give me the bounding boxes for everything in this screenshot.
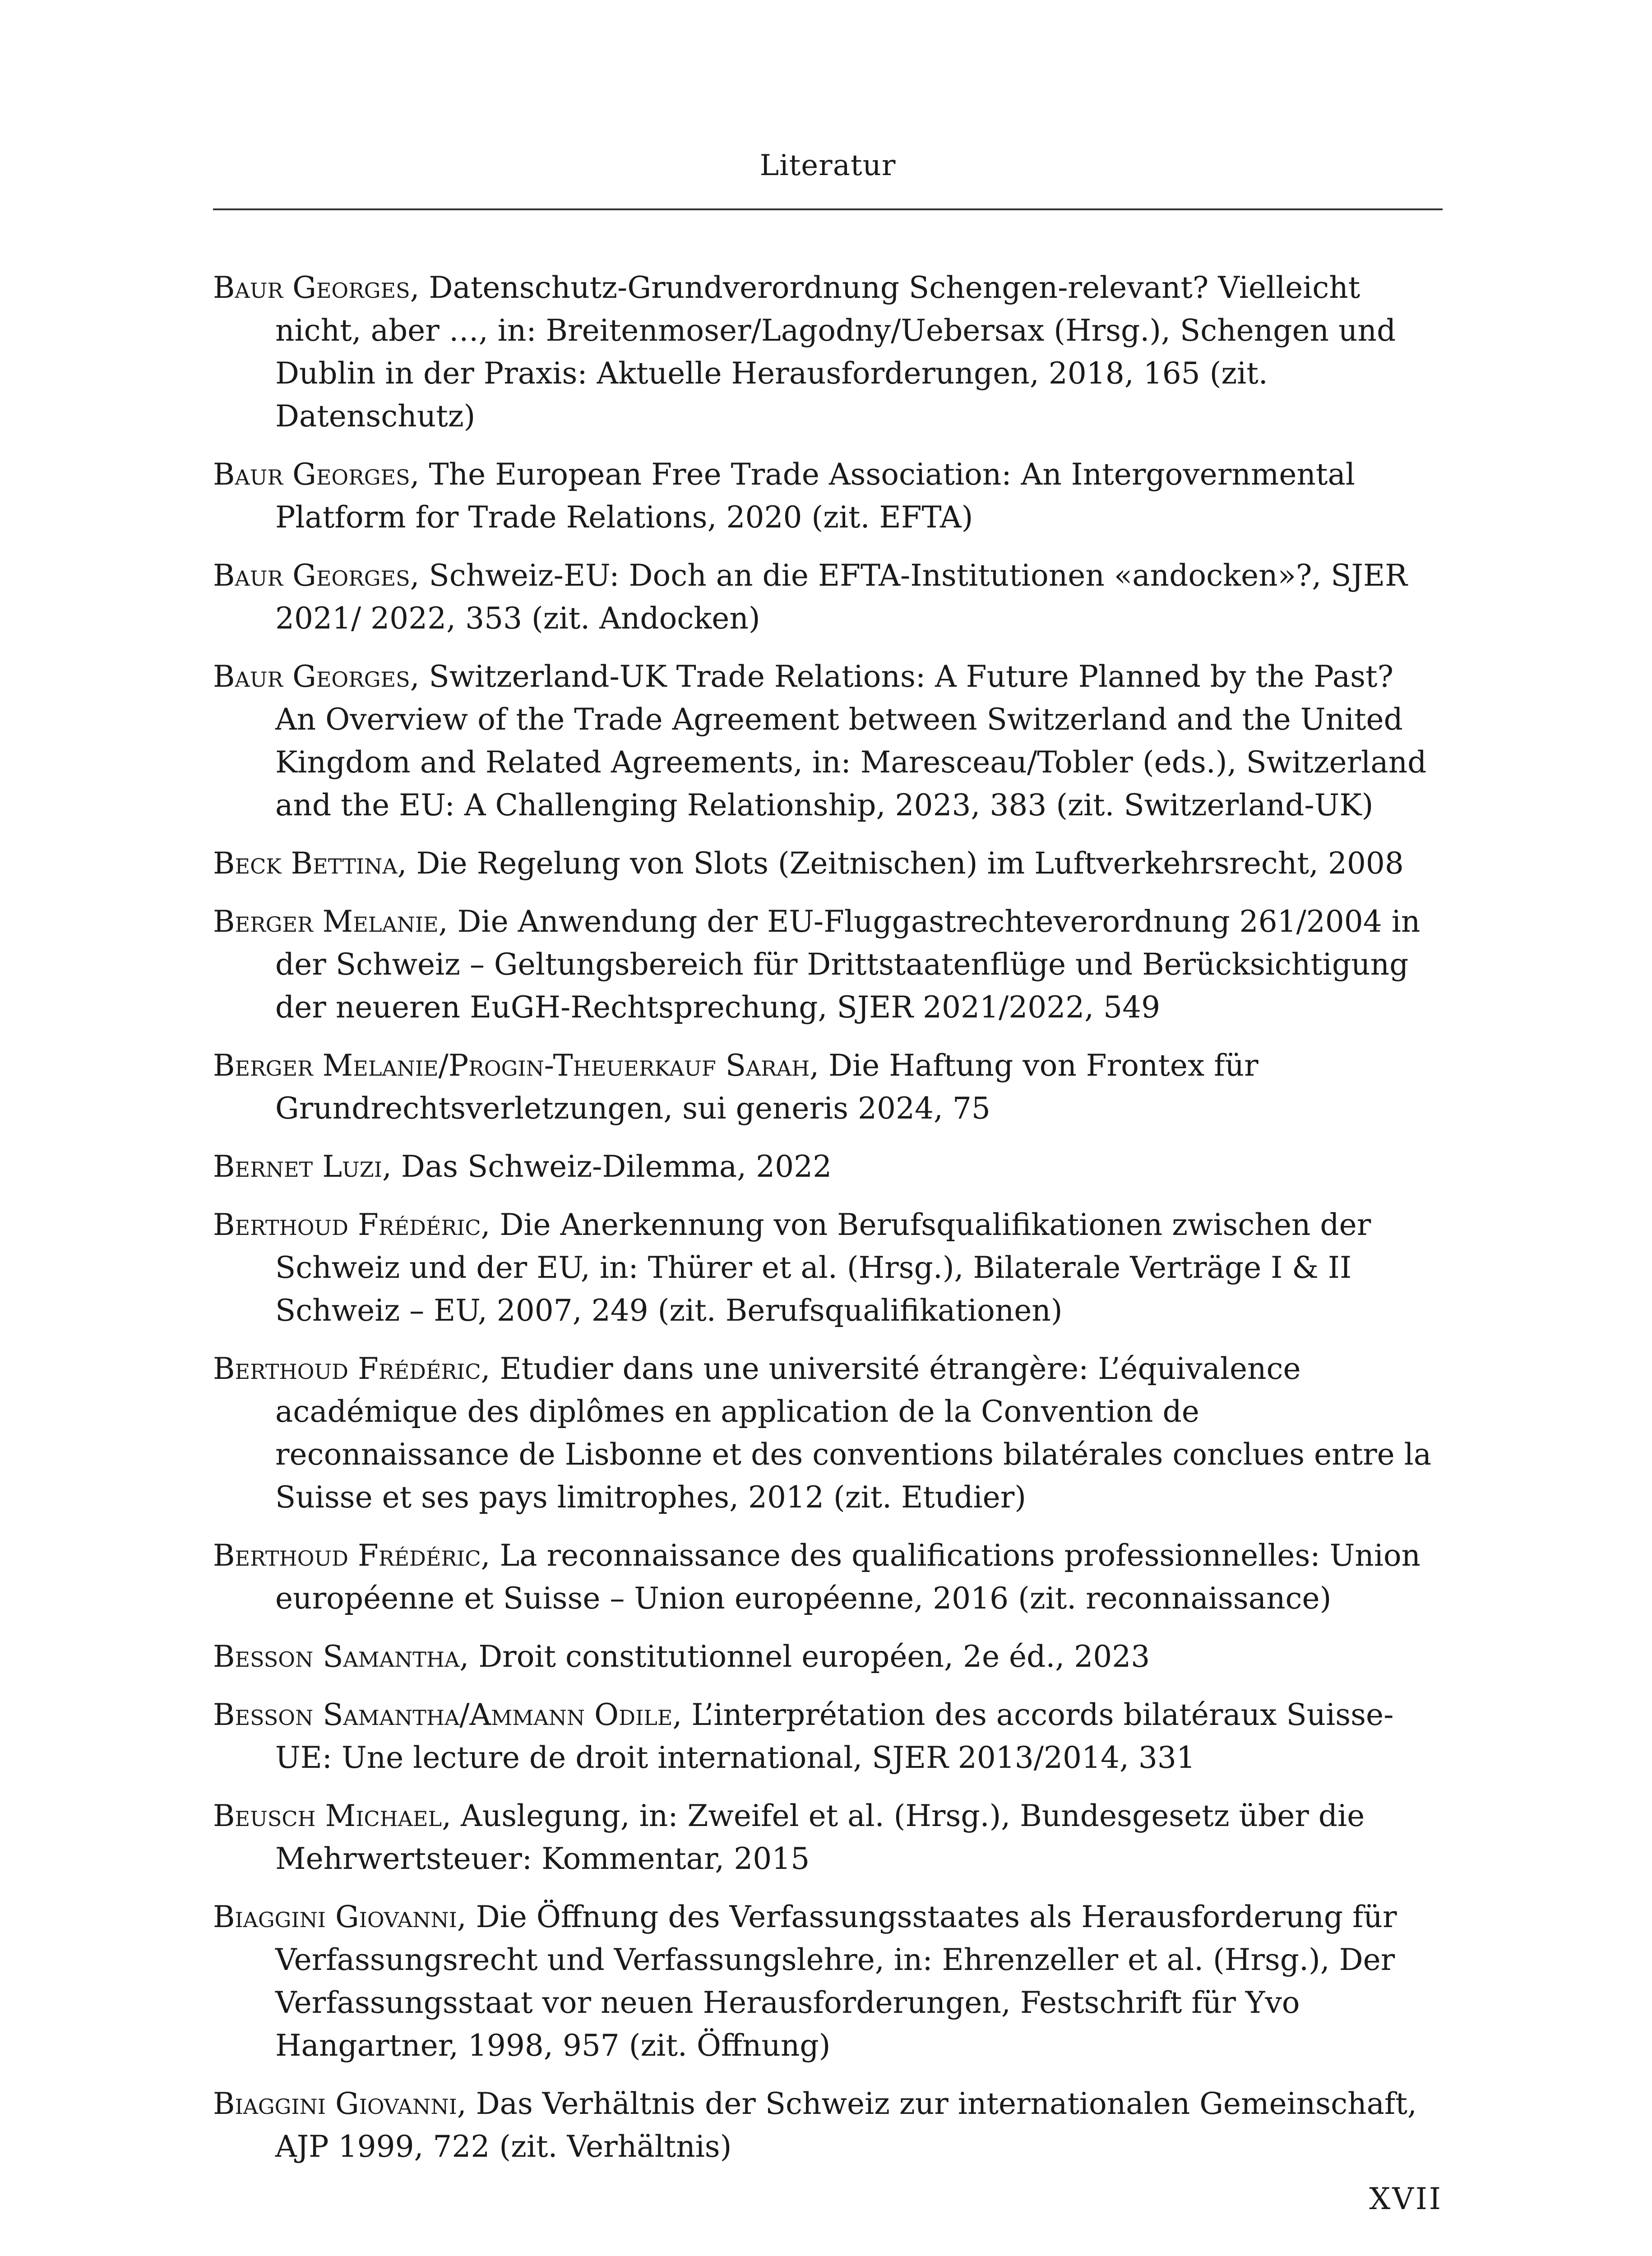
entry-author: Bernet Luzi bbox=[213, 1149, 382, 1184]
entry-author: Besson Samantha bbox=[213, 1639, 460, 1674]
entry-author: Besson Samantha/Ammann Odile bbox=[213, 1697, 673, 1732]
entry-author: Baur Georges bbox=[213, 659, 410, 694]
bibliography-entry bbox=[213, 1895, 1443, 2067]
entry-text: , Das Schweiz-Dilemma, 2022 bbox=[382, 1149, 832, 1184]
bibliography-entry bbox=[213, 655, 1443, 827]
bibliography-entry bbox=[213, 2082, 1443, 2168]
bibliography-entry bbox=[213, 1635, 1443, 1678]
bibliography-entry bbox=[213, 1347, 1443, 1519]
header-rule bbox=[213, 208, 1443, 210]
entry-author: Baur Georges bbox=[213, 558, 410, 593]
entry-author: Berger Melanie/Progin-Theuerkauf Sarah bbox=[213, 1048, 810, 1083]
entry-author: Biaggini Giovanni bbox=[213, 1900, 457, 1934]
entry-author: Baur Georges bbox=[213, 457, 410, 492]
entry-author: Berthoud Frédéric bbox=[213, 1538, 481, 1573]
entry-text: , Die Regelung von Slots (Zeitnischen) im Luftverkehrsrecht, 2008 bbox=[397, 846, 1404, 881]
bibliography-entry bbox=[213, 1145, 1443, 1188]
bibliography-entry bbox=[213, 1044, 1443, 1130]
entry-author: Baur Georges bbox=[213, 270, 410, 305]
entry-author: Biaggini Giovanni bbox=[213, 2086, 457, 2121]
bibliography-list bbox=[213, 266, 1443, 2183]
bibliography-entry bbox=[213, 1203, 1443, 1332]
entry-author: Beck Bettina bbox=[213, 846, 398, 881]
entry-text: , Droit constitutionnel européen, 2e éd., 2023 bbox=[459, 1639, 1150, 1674]
bibliography-entry bbox=[213, 554, 1443, 640]
entry-text: , Die Öffnung des Verfassungsstaates als Herausforderung für Verfassungsrecht und Verfassungslehre, in: Ehrenzeller et al. (Hrsg.), Der Verfassungsstaat vor neuen Herausforderungen, Festschrift für Yvo Hangartner, 1998, 957 (zit. Öffnung) bbox=[275, 1900, 1397, 2063]
running-head: Literatur bbox=[759, 149, 896, 182]
bibliography-entry bbox=[213, 1693, 1443, 1779]
bibliography-entry bbox=[213, 453, 1443, 539]
bibliography-entry bbox=[213, 1534, 1443, 1620]
entry-text: , Etudier dans une université étrangère: L’équivalence académique des diplômes en application de la Convention de reconnaissance de Lisbonne et des conventions bilatérales conclues entre la Suisse et ses pays limitrophes, 2012 (zit. Etudier) bbox=[275, 1351, 1432, 1515]
bibliography-entry bbox=[213, 842, 1443, 885]
entry-text: , The European Free Trade Association: An Intergovernmental Platform for Trade Relations, 2020 (zit. EFTA) bbox=[275, 457, 1355, 535]
entry-text: , Die Anwendung der EU-Fluggastrechteverordnung 261/2004 in der Schweiz – Geltungsbereich für Drittstaatenflüge und Berücksichtigung der neueren EuGH-Rechtsprechung, SJER 2021/2022, 549 bbox=[275, 904, 1421, 1025]
entry-text: , Die Haftung von Frontex für Grundrechtsverletzungen, sui generis 2024, 75 bbox=[275, 1048, 1259, 1126]
bibliography-entry bbox=[213, 1794, 1443, 1880]
page-number: XVII bbox=[1369, 2182, 1443, 2216]
entry-author: Beusch Michael bbox=[213, 1798, 442, 1833]
entry-text: , Auslegung, in: Zweifel et al. (Hrsg.), Bundesgesetz über die Mehrwertsteuer: Kommentar, 2015 bbox=[275, 1798, 1365, 1876]
entry-author: Berthoud Frédéric bbox=[213, 1351, 481, 1386]
bibliography-entry bbox=[213, 266, 1443, 438]
entry-author: Berger Melanie bbox=[213, 904, 439, 939]
entry-text: , L’interprétation des accords bilatéraux Suisse-UE: Une lecture de droit international, SJER 2013/2014, 331 bbox=[275, 1697, 1394, 1775]
entry-text: , Datenschutz-Grundverordnung Schengen-relevant? Vielleicht nicht, aber …, in: Breitenmoser/Lagodny/Uebersax (Hrsg.), Schengen und Dublin in der Praxis: Aktuelle Herausforderungen, 2018, 165 (zit. Datenschutz) bbox=[275, 270, 1396, 434]
entry-text: , Schweiz-EU: Doch an die EFTA-Institutionen «andocken»?, SJER 2021/ 2022, 353 (zit. Andocken) bbox=[275, 558, 1407, 636]
entry-text: , La reconnaissance des qualifications professionnelles: Union européenne et Suisse – Union européenne, 2016 (zit. reconnaissance) bbox=[275, 1538, 1421, 1616]
entry-text: , Switzerland-UK Trade Relations: A Future Planned by the Past? An Overview of the Trade Agreement between Switzerland and the United Kingdom and Related Agreements, in: Maresceau/Tobler (eds.), Switzerland and the EU: A Challenging Relationship, 2023, 383 (zit. Switzerland-UK) bbox=[275, 659, 1427, 823]
entry-author: Berthoud Frédéric bbox=[213, 1207, 481, 1242]
bibliography-entry bbox=[213, 900, 1443, 1029]
entry-text: , Die Anerkennung von Berufsqualifikationen zwischen der Schweiz und der EU, in: Thürer et al. (Hrsg.), Bilaterale Verträge I & II Schweiz – EU, 2007, 249 (zit. Berufsqualifikationen) bbox=[275, 1207, 1371, 1328]
entry-text: , Das Verhältnis der Schweiz zur internationalen Gemeinschaft, AJP 1999, 722 (zit. Verhältnis) bbox=[275, 2086, 1417, 2164]
